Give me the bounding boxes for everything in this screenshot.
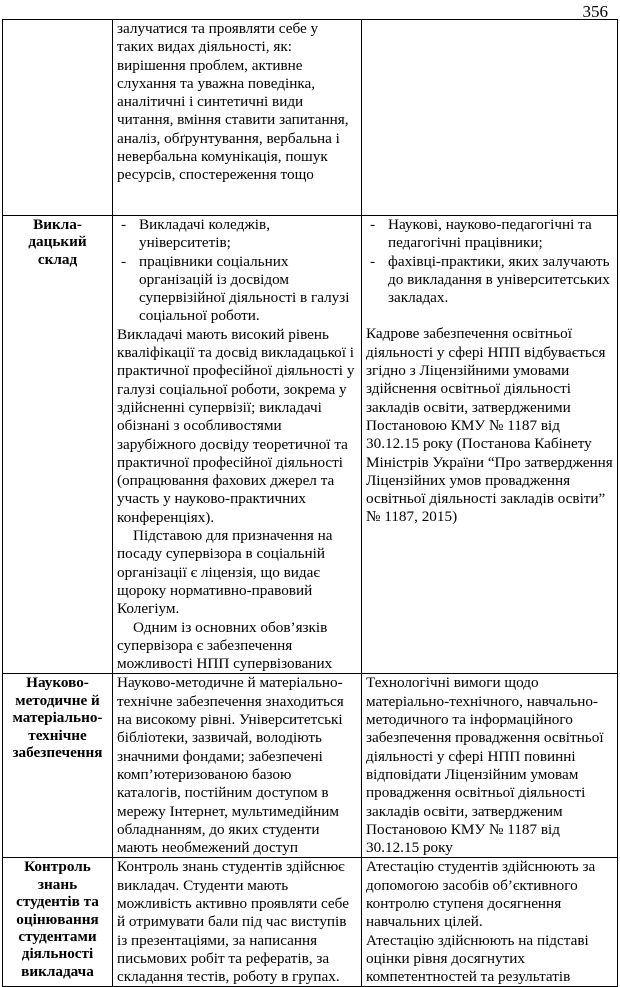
list-item: - Викладачі коледжів, університетів; [117,216,357,253]
material-support-text-a: Науково-методичне й матеріально-технічне забезпечення знаходиться на високому рівні. Університетські бібліотеки, зазвичай, володіють значними фондами; забезпечені комп’ютеризованою базою каталогів, постійним доступом в мережу Інтернет, мультимедійним обладнанням, до яких студенти мають необмежений доступ [117,674,344,857]
list-item: - працівники соціальних організацій із досвідом супервізійної діяльності в галузі соціальної роботи. [117,253,357,326]
teaching-staff-col-a [113,216,362,674]
material-support-col-b [362,674,618,858]
list-item: - Наукові, науково-педагогічні та педагогічні працівники; [366,216,613,253]
teaching-staff-header: Викла-дацький склад [28,216,87,268]
assessment-paragraph-b1: Атестацію студентів здійснюють за допомогою засобів об’єктивного контролю ступеня досягнення навчальних цілей. [366,858,596,931]
list-item: - фахівці-практики, яких залучають до викладання в університетських закладах. [366,253,613,308]
row-header-teaching-staff [3,216,113,674]
assessment-col-a [113,858,362,987]
assessment-paragraph-b2: Атестацію здійснюють на підставі оцінки рівня досягнутих компетентностей та результатів [366,931,589,986]
assessment-col-b [362,858,618,987]
teaching-staff-paragraph-2: Підставою для призначення на посаду супервізора в соціальній організації є ліцензія, що видає щороку нормативно-правовий Колегіум. [117,527,333,618]
row-header-empty [3,20,113,216]
material-support-text-b: Технологічні вимоги щодо матеріально-технічного, навчально-методичного та інформаційного забезпечення провадження освітньої діяльності у сфері НПП повинні відповідати Ліцензійним умовам провадження освітньої діяльності закладів освіти, затвердженим Постановою КМУ № 1187 від 30.12.15 року [366,674,604,857]
teaching-staff-list-b [366,216,613,307]
spacer [366,307,613,325]
teaching-staff-paragraph-1: Викладачі мають високий рівень кваліфікації та досвід викладацької і практичної професійної діяльності у галузі соціальної роботи, зокрема у здійсненні супервізії; викладачі обізнані з особливостями зарубіжного досвіду теоретичної та практичної професійної діяльності (опрацювання фахових джерел та участь у науково-практичних конференціях). [117,325,355,526]
continuation-col-a [113,20,362,216]
teaching-staff-list-a [117,216,357,326]
continuation-text: залучатися та проявляти себе у таких видах діяльності, як: вирішення проблем, активне слухання та уважна поведінка, аналітичні і синтетичні види читання, вміння ставити запитання, аналіз, обґрунтування, вербальна і невербальна комунікація, пошук ресурсів, спостереження тощо [117,20,349,184]
assessment-header: Контроль знань студентів та оцінювання студентами діяльності викладача [16,858,99,980]
table-row-assessment [3,858,618,987]
table-row-material-support [3,674,618,858]
teaching-staff-paragraph-b: Кадрове забезпечення освітньої діяльності у сфері НПП відбувається згідно з Ліцензійними умовами здійснення освітньої діяльності закладів освіти, затвердженими Постановою КМУ № 1187 від 30.12.15 року (Постанова Кабінету Міністрів України “Про затвердження Ліцензійних умов провадження освітньої діяльності закладів освіти” № 1187, 2015) [366,325,613,526]
comparison-table [2,19,618,987]
row-header-assessment [3,858,113,987]
page-number: 356 [582,2,608,21]
table-row-continuation [3,20,618,216]
continuation-col-b [362,20,618,216]
assessment-text-a: Контроль знань студентів здійснює викладач. Студенти мають можливість активно проявляти себе й отримувати бали під час виступів із презентаціями, за написання письмових робіт та рефератів, за складання тестів, роботу в групах. [117,858,349,986]
teaching-staff-col-b [362,216,618,674]
table-row-teaching-staff [3,216,618,674]
material-support-header: Науково-методичне й матеріально-технічне забезпечення [12,674,103,762]
teaching-staff-paragraph-3: Одним із основних обов’язків супервізора є забезпечення можливості НПП супервізованих [117,618,333,673]
material-support-col-a [113,674,362,858]
row-header-material-support [3,674,113,858]
